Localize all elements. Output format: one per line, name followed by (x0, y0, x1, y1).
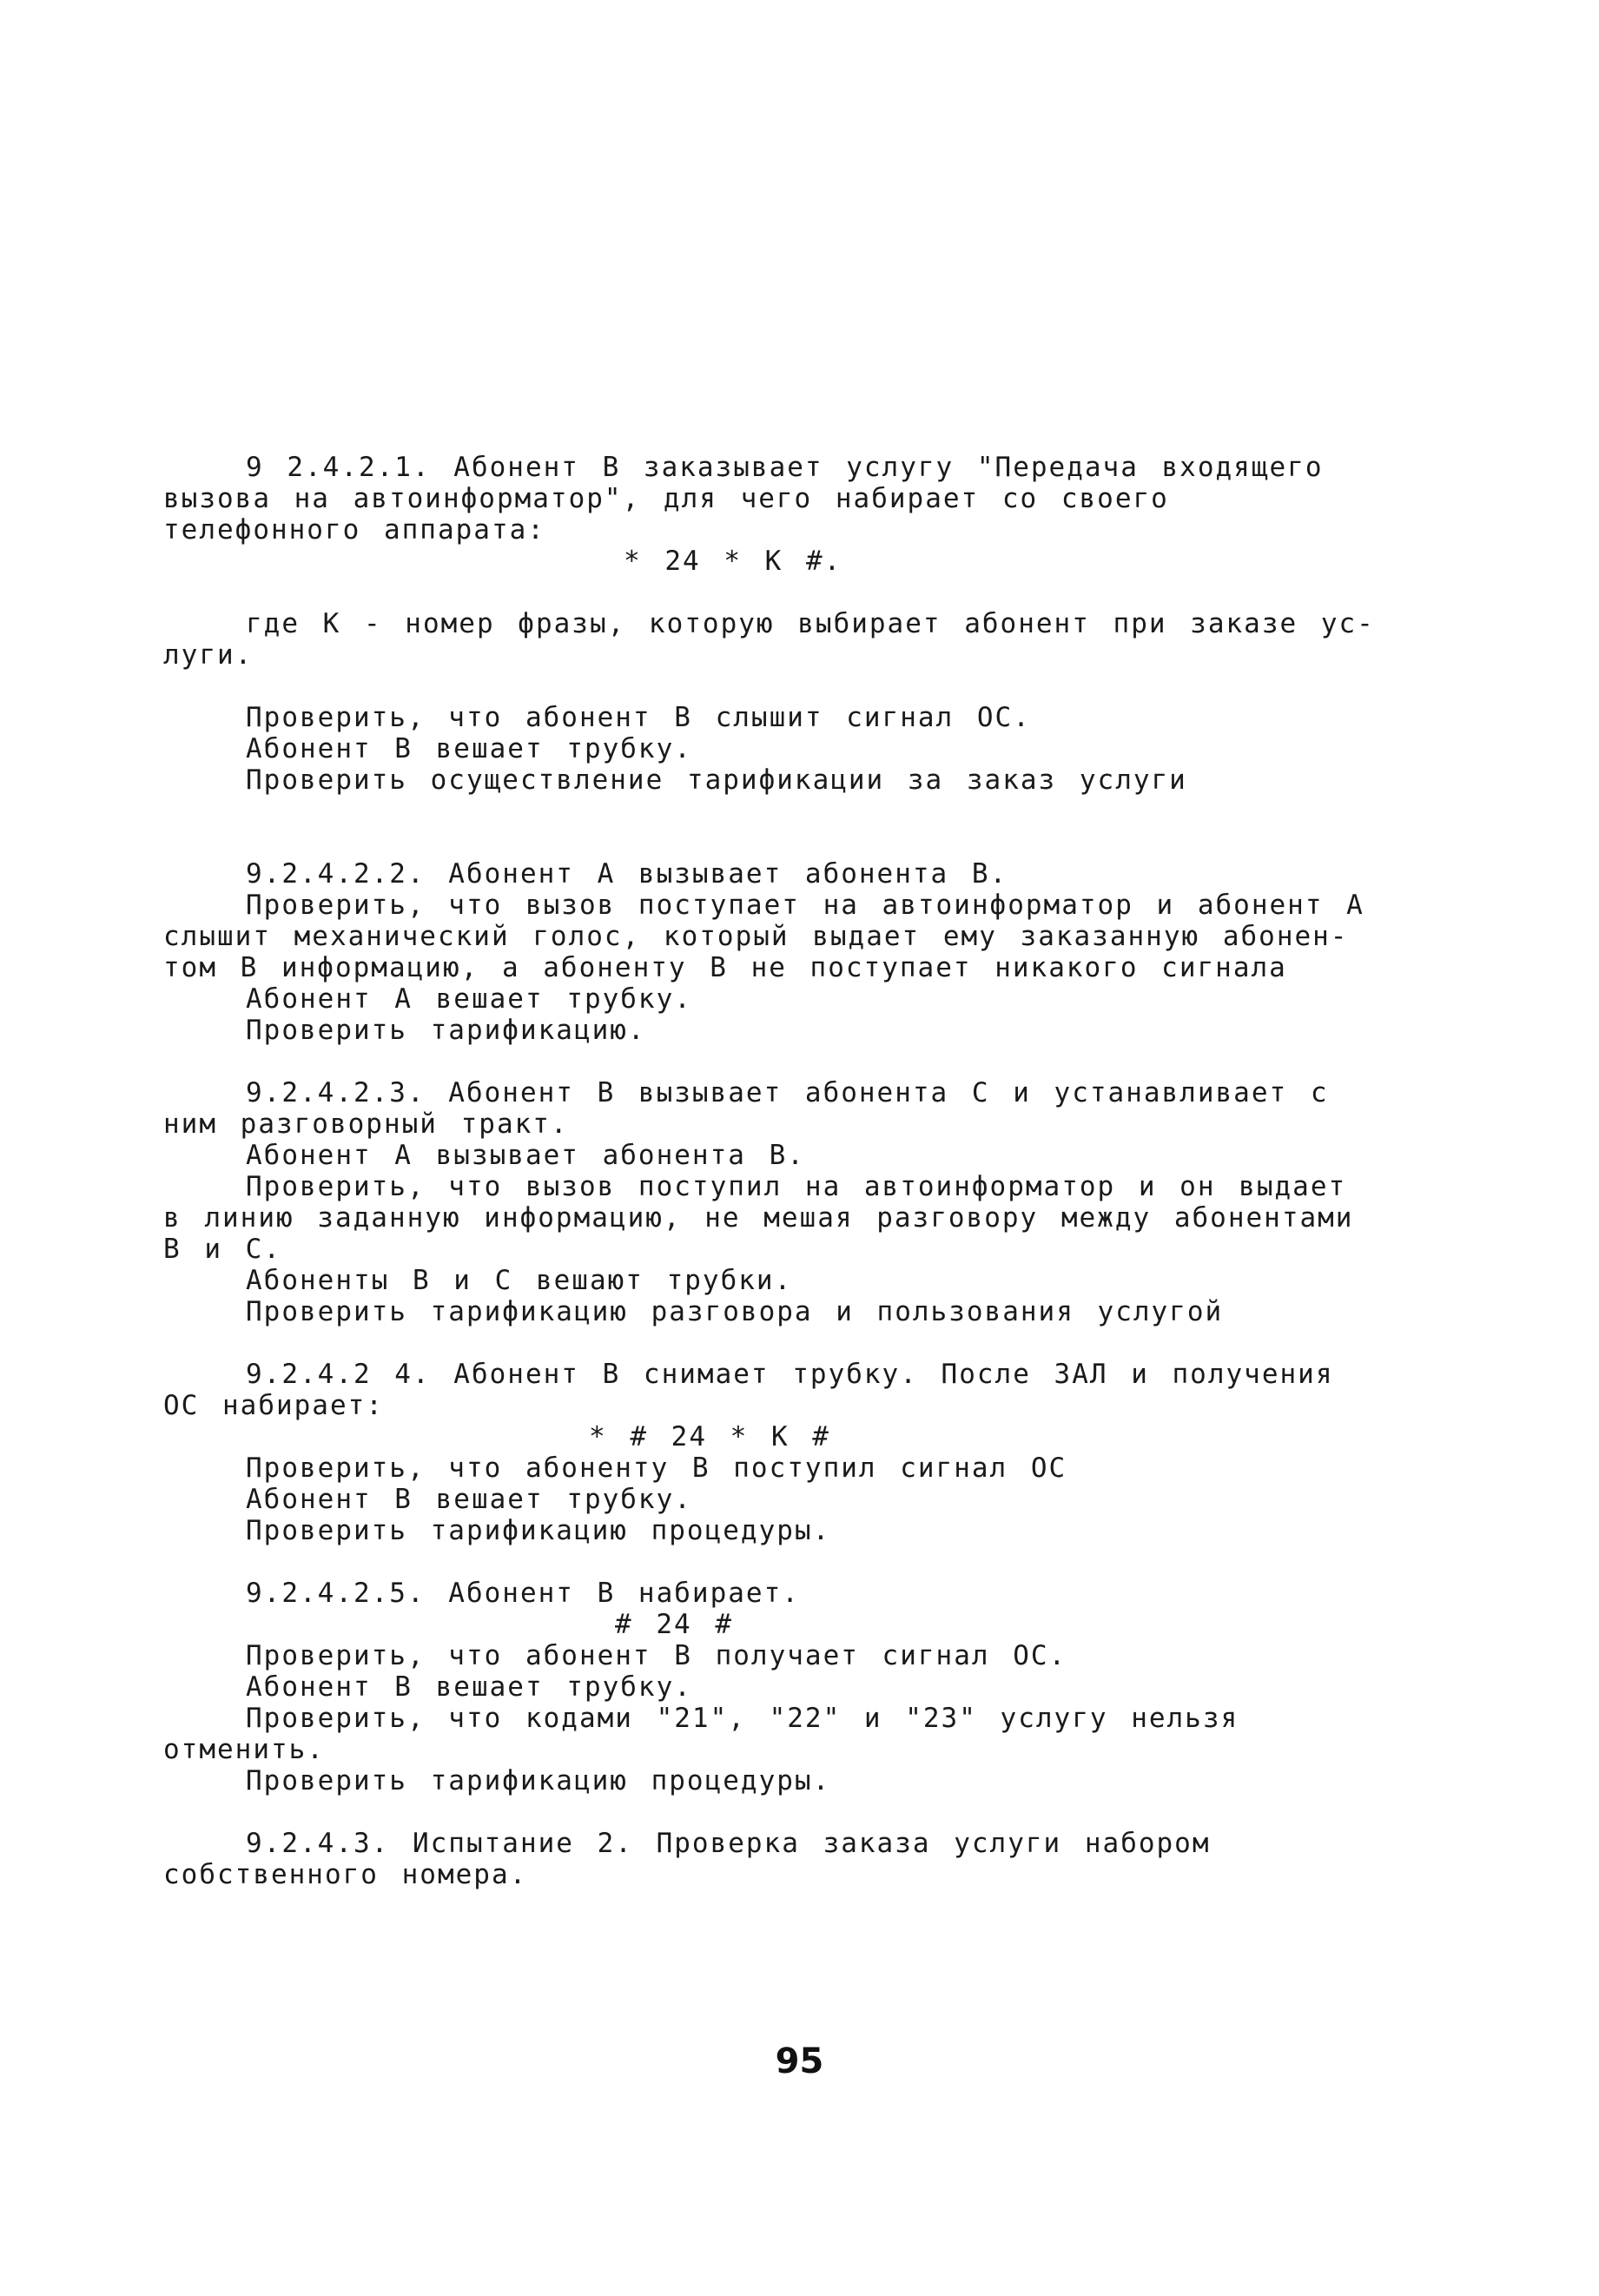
paragraph-line: Абонент А вешает трубку. (246, 983, 692, 1015)
page-number: 95 (775, 2041, 824, 2081)
paragraph-line: луги. (163, 639, 254, 671)
paragraph-line: Абоненты В и С вешают трубки. (246, 1265, 793, 1296)
dial-code: * 24 * К #. (624, 546, 842, 577)
paragraph-line: где К - номер фразы, которую выбирает абонент при заказе ус- (246, 608, 1375, 639)
paragraph-line: вызова на автоинформатор", для чего набирает со своего (163, 483, 1169, 514)
paragraph-line: В и С. (163, 1234, 281, 1265)
paragraph-line: Проверить, что кодами "21", "22" и "23" услугу нельзя (246, 1703, 1239, 1734)
paragraph-line: Проверить, что вызов поступил на автоинформатор и он выдает (246, 1171, 1347, 1202)
dial-code: # 24 # (615, 1609, 733, 1640)
paragraph-line: слышит механический голос, который выдает ему заказанную абонен- (163, 921, 1349, 952)
paragraph-line: телефонного аппарата: (163, 514, 545, 546)
paragraph-line: в линию заданную информацию, не мешая разговору между абонентами (163, 1202, 1354, 1234)
paragraph-line: 9 2.4.2.1. Абонент В заказывает услугу "Передача входящего (246, 452, 1324, 483)
paragraph-line: ОС набирает: (163, 1390, 384, 1421)
check-line: Абонент В вешает трубку. (246, 733, 692, 764)
paragraph-line: собственного номера. (163, 1859, 528, 1890)
dial-code: * # 24 * К # (589, 1421, 830, 1452)
paragraph-line: Проверить, что абоненту В поступил сигнал ОС (246, 1452, 1067, 1484)
paragraph-line: ним разговорный тракт. (163, 1108, 569, 1140)
paragraph-line: 9.2.4.3. Испытание 2. Проверка заказа услуги набором (246, 1828, 1211, 1859)
paragraph-line: Проверить тарификацию. (246, 1015, 646, 1046)
check-line: Проверить, что абонент В слышит сигнал ОС. (246, 702, 1031, 733)
paragraph-line: Проверить, что абонент В получает сигнал ОС. (246, 1640, 1067, 1671)
paragraph-line: 9.2.4.2 4. Абонент В снимает трубку. После ЗАЛ и получения (246, 1359, 1334, 1390)
paragraph-line: 9.2.4.2.2. Абонент А вызывает абонента В. (246, 858, 1008, 890)
paragraph-line: Проверить, что вызов поступает на автоинформатор и абонент А (246, 890, 1364, 921)
paragraph-line: Проверить тарификацию процедуры. (246, 1515, 831, 1546)
paragraph-line: Абонент В вешает трубку. (246, 1484, 692, 1515)
paragraph-line: 9.2.4.2.3. Абонент В вызывает абонента С и устанавливает с (246, 1077, 1329, 1108)
paragraph-line: 9.2.4.2.5. Абонент В набирает. (246, 1578, 800, 1609)
paragraph-line: том В информацию, а абоненту В не поступает никакого сигнала (163, 952, 1287, 983)
paragraph-line: Абонент А вызывает абонента В. (246, 1140, 805, 1171)
paragraph-line: Абонент В вешает трубку. (246, 1671, 692, 1703)
paragraph-line: Проверить тарификацию разговора и пользования услугой (246, 1296, 1224, 1327)
paragraph-line: Проверить тарификацию процедуры. (246, 1765, 831, 1796)
check-line: Проверить осуществление тарификации за заказ услуги (246, 764, 1187, 796)
paragraph-line: отменить. (163, 1734, 325, 1765)
document-body (163, 452, 1379, 1890)
